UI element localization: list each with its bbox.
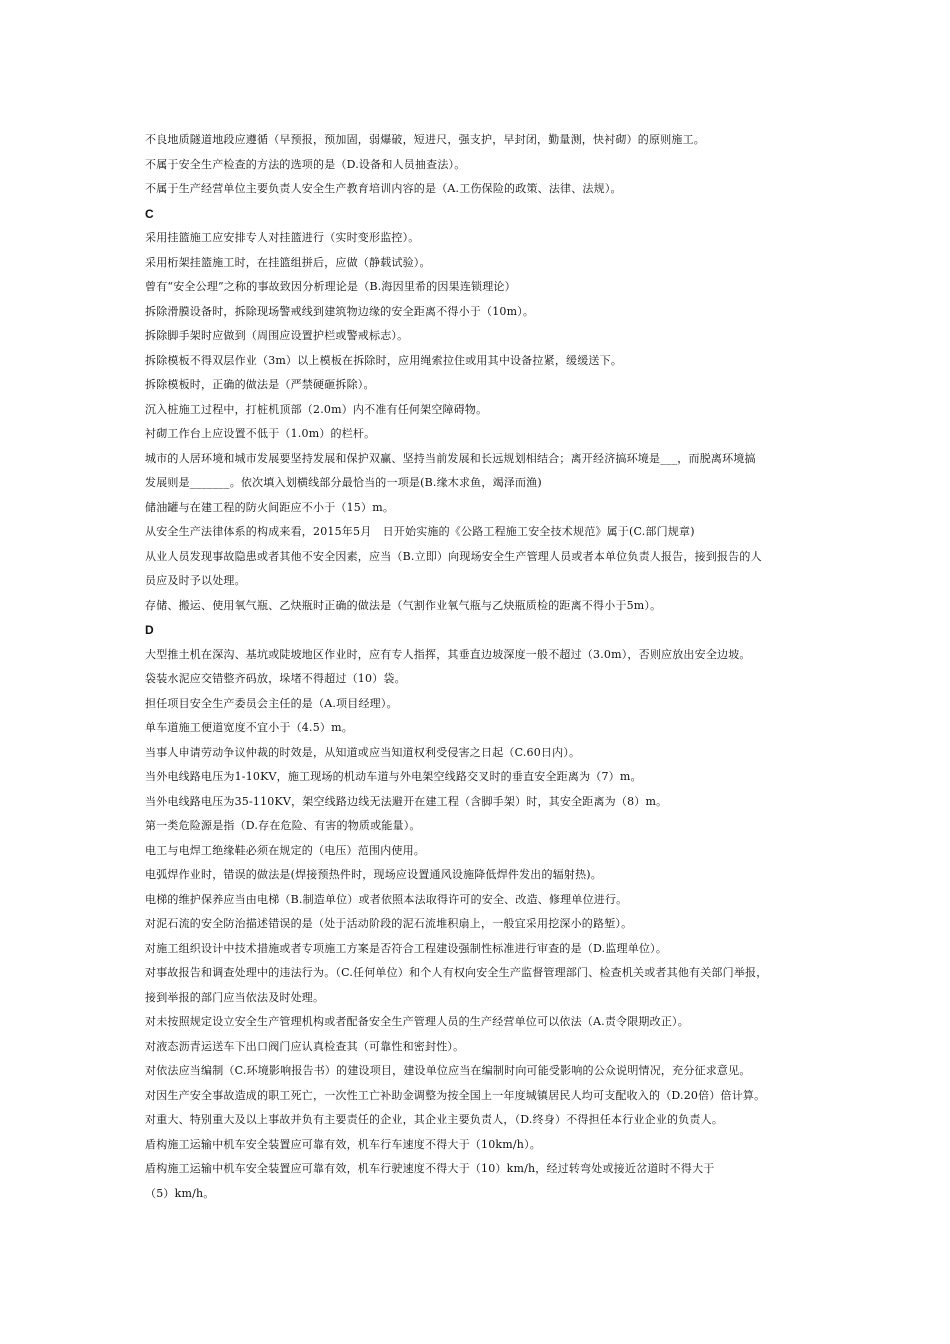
text-line: 不属于安全生产检查的方法的选项的是（D.设备和人员抽查法）。 bbox=[145, 157, 466, 171]
text-line: 员应及时予以处理。 bbox=[145, 574, 246, 587]
text-line: 电工与电焊工绝缘鞋必须在规定的（电压）范围内使用。 bbox=[145, 843, 425, 857]
text-line: （5）km/h。 bbox=[145, 1186, 215, 1200]
text-line: 对泥石流的安全防治描述错误的是（处于活动阶段的泥石流堆积扇上，一般宜采用挖深小的路堑）。 bbox=[145, 917, 633, 930]
text-line: 对施工组织设计中技术措施或者专项施工方案是否符合工程建设强制性标准进行审查的是（D.监理单位）。 bbox=[145, 941, 668, 955]
text-line: 对重大、特别重大及以上事故并负有主要责任的企业，其企业主要负责人，（D.终身）不得担任本行业企业的负责人。 bbox=[145, 1113, 724, 1126]
text-line: 储油罐与在建工程的防火间距应不小于（15）m。 bbox=[145, 500, 395, 514]
document-page bbox=[145, 128, 825, 1206]
text-line: 对事故报告和调查处理中的违法行为。（C.任何单位）和个人有权向安全生产监督管理部门、检查机关或者其他有关部门举报， bbox=[145, 966, 768, 979]
text-line: 单车道施工便道宽度不宜小于（4.5）m。 bbox=[145, 721, 353, 734]
text-line: 当外电线路电压为35-110KV，架空线路边线无法避开在建工程（含脚手架）时，其安全距离为（8）m。 bbox=[145, 794, 668, 808]
text-line: 当外电线路电压为1-10KV，施工现场的机动车道与外电架空线路交叉时的垂直安全距离为（7）m。 bbox=[145, 770, 642, 783]
text-line: 城市的人居环境和城市发展要坚持发展和保护双赢、坚持当前发展和长远规划相结合；离开经济搞环境是___，而脱离环境搞 bbox=[145, 451, 756, 465]
text-line: 拆除模板不得双层作业（3m）以上模板在拆除时，应用绳索拉住或用其中设备拉紧，缓缓送下。 bbox=[145, 353, 623, 367]
text-line: 对液态沥青运送车下出口阀门应认真检查其（可靠性和密封性）。 bbox=[145, 1039, 465, 1053]
text-line: 对因生产安全事故造成的职工死亡，一次性工亡补助金调整为按全国上一年度城镇居民人均可支配收入的（D.20倍）倍计算。 bbox=[145, 1088, 766, 1102]
text-line: 从安全生产法律体系的构成来看，2015年5月 日开始实施的《公路工程施工安全技术规范》属于(C.部门规章) bbox=[145, 525, 695, 538]
text-line: 不良地质隧道地段应遵循（早预报，预加固，弱爆破，短进尺，强支护，早封闭，勤量测，快衬砌）的原则施工。 bbox=[145, 133, 705, 146]
text-line: 对依法应当编制（C.环境影响报告书）的建设项目，建设单位应当在编制时向可能受影响的公众说明情况，充分征求意见。 bbox=[145, 1064, 751, 1077]
text-line: 衬砌工作台上应设置不低于（1.0m）的栏杆。 bbox=[145, 427, 376, 440]
text-line: 存储、搬运、使用氧气瓶、乙炔瓶时正确的做法是（气割作业氧气瓶与乙炔瓶质检的距离不得小于5m）。 bbox=[145, 598, 662, 612]
text-line: 采用挂篮施工应安排专人对挂篮进行（实时变形监控）。 bbox=[145, 231, 420, 244]
section-heading: D bbox=[145, 623, 154, 637]
text-line: 担任项目安全生产委员会主任的是（A.项目经理）。 bbox=[145, 696, 398, 710]
text-line: 袋装水泥应交错整齐码放，垛堵不得超过（10）袋。 bbox=[145, 672, 406, 685]
text-line: 对未按照规定设立安全生产管理机构或者配备安全生产管理人员的生产经营单位可以依法（A.责令限期改正）。 bbox=[145, 1015, 689, 1028]
text-line: 盾构施工运输中机车安全装置应可靠有效，机车行驶速度不得大于（10）km/h，经过转弯处或接近岔道时不得大于 bbox=[145, 1162, 715, 1175]
text-line: 第一类危险源是指（D.存在危险、有害的物质或能量）。 bbox=[145, 819, 421, 832]
text-line: 发展则是_______。依次填入划横线部分最恰当的一项是(B.缘木求鱼，竭泽而渔) bbox=[145, 476, 542, 489]
text-line: 不属于生产经营单位主要负责人安全生产教育培训内容的是（A.工伤保险的政策、法律、法规）。 bbox=[145, 182, 622, 195]
text-line: 接到举报的部门应当依法及时处理。 bbox=[145, 990, 325, 1004]
text-line: 拆除模板时，正确的做法是（严禁硬砸拆除）。 bbox=[145, 378, 375, 391]
text-line: 从业人员发现事故隐患或者其他不安全因素，应当（B.立即）向现场安全生产管理人员或者本单位负责人报告，接到报告的人 bbox=[145, 549, 762, 563]
text-line: 沉入桩施工过程中，打桩机顶部（2.0m）内不准有任何架空障碍物。 bbox=[145, 402, 488, 416]
text-line: 电弧焊作业时，错误的做法是(焊接预热件时，现场应设置通风设施降低焊件发出的辐射热)。 bbox=[145, 868, 602, 881]
text-line: 当事人申请劳动争议仲裁的时效是，从知道或应当知道权利受侵害之日起（C.60日内）。 bbox=[145, 745, 581, 759]
text-line: 采用桁架挂篮施工时，在挂篮组拼后，应做（静载试验）。 bbox=[145, 255, 431, 269]
text-line: 拆除脚手架时应做到（周围应设置护栏或警戒标志）。 bbox=[145, 329, 409, 342]
text-line: 大型推土机在深沟、基坑或陡坡地区作业时，应有专人指挥，其垂直边坡深度一般不超过（3.0m），否则应放出安全边坡。 bbox=[145, 647, 751, 661]
text-line: 拆除滑膜设备时，拆除现场警戒线到建筑物边缘的安全距离不得小于（10m）。 bbox=[145, 304, 535, 318]
text-line: 曾有“安全公理”之称的事故致因分析理论是（B.海因里希的因果连锁理论） bbox=[145, 280, 516, 293]
section-heading: C bbox=[145, 206, 154, 221]
text-line: 盾构施工运输中机车安全装置应可靠有效，机车行车速度不得大于（10km/h）。 bbox=[145, 1137, 541, 1151]
text-line: 电梯的维护保养应当由电梯（B.制造单位）或者依照本法取得许可的安全、改造、修理单位进行。 bbox=[145, 892, 628, 906]
